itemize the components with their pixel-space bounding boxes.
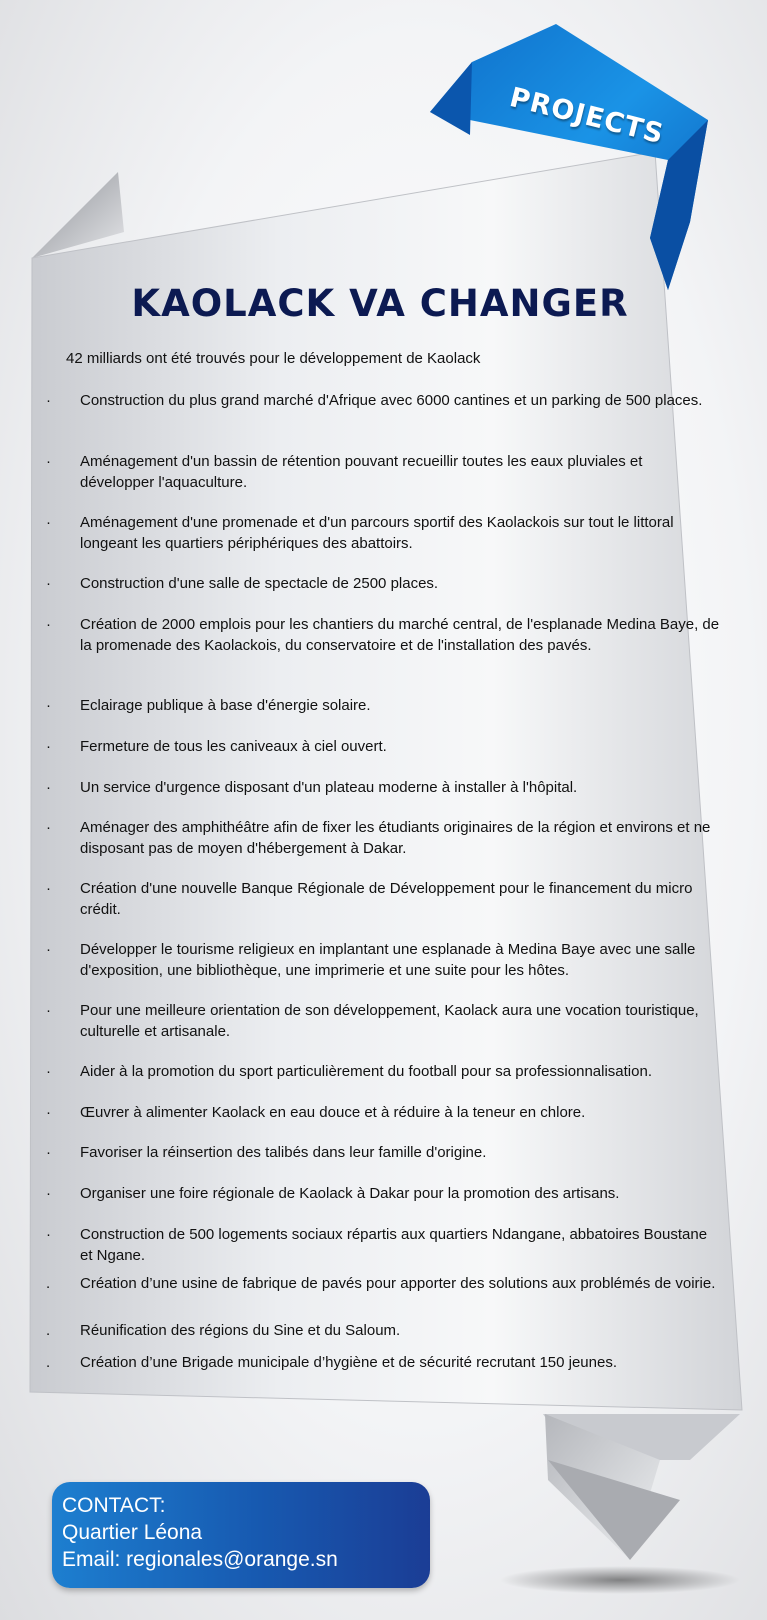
list-item-text: Création d’une usine de fabrique de pavés pour apporter des solutions aux problémés de voirie. (80, 1275, 716, 1292)
bullet: · (46, 453, 51, 470)
list-item-text: Un service d'urgence disposant d'un plateau moderne à installer à l'hôpital. (80, 779, 578, 796)
contact-box (52, 1482, 430, 1588)
contact-email[interactable]: Email: regionales@orange.sn (62, 1548, 338, 1571)
list-item-text: Aider à la promotion du sport particulièrement du football pour sa professionnalisation. (80, 1063, 652, 1080)
list-item-text: Construction de 500 logements sociaux répartis aux quartiers Ndangane, abbatoires Boustane et Ngane. (80, 1226, 708, 1264)
list-item-text: Aménagement d'un bassin de rétention pouvant recueillir toutes les eaux pluviales et développer l'aquaculture. (80, 453, 643, 491)
list-item-text: Aménagement d'une promenade et d'un parcours sportif des Kaolackois sur tout le littoral longeant les quartiers périphériques des abattoirs. (80, 514, 674, 552)
list-item-text: Œuvrer à alimenter Kaolack en eau douce et à réduire à la teneur en chlore. (80, 1104, 586, 1121)
list-item-text: Création d’une Brigade municipale d’hygiène et de sécurité recrutant 150 jeunes. (80, 1354, 618, 1371)
ribbon-label: PROJECTS (506, 82, 668, 151)
list-item-text: Réunification des régions du Sine et du Saloum. (80, 1322, 401, 1339)
bullet: . (46, 1275, 51, 1292)
intro-text: 42 milliards ont été trouvés pour le développement de Kaolack (66, 350, 481, 367)
list-item-text: Construction d'une salle de spectacle de 2500 places. (80, 575, 439, 592)
page-title: KAOLACK VA CHANGER (131, 282, 629, 325)
contact-heading: CONTACT: (62, 1494, 166, 1517)
list-item-text: Favoriser la réinsertion des talibés dans leur famille d'origine. (80, 1144, 487, 1161)
list-item-text: Aménager des amphithéâtre afin de fixer les étudiants originaires de la région et environs et ne disposant pas de moyen d'hébergement à Dakar. (80, 819, 711, 857)
bullet: · (46, 514, 51, 531)
list-item-text: Développer le tourisme religieux en implantant une esplanade à Medina Baye avec une salle d'exposition, une bibliothèque, une imprimerie et une suite pour les hôtes. (80, 941, 696, 979)
bullet: · (46, 738, 51, 755)
bullet: · (46, 1002, 51, 1019)
bullet: · (46, 941, 51, 958)
bullet: · (46, 392, 51, 409)
bullet: · (46, 819, 51, 836)
list-item-text: Eclairage publique à base d'énergie solaire. (80, 697, 371, 714)
bullet: · (46, 1104, 51, 1121)
bullet: · (46, 1144, 51, 1161)
bullet: · (46, 575, 51, 592)
list-item-text: Création de 2000 emplois pour les chantiers du marché central, de l'esplanade Medina Baye, de la promenade des Kaolackois, du conservatoire et de l'installation des pavés. (80, 616, 720, 654)
bullet: · (46, 697, 51, 714)
list-item-text: Construction du plus grand marché d'Afrique avec 6000 cantines et un parking de 500 places. (80, 392, 703, 409)
list-item-text: Pour une meilleure orientation de son développement, Kaolack aura une vocation touristique, culturelle et artisanale. (80, 1002, 699, 1040)
list-item-text: Organiser une foire régionale de Kaolack à Dakar pour la promotion des artisans. (80, 1185, 620, 1202)
bullet: · (46, 1185, 51, 1202)
bullet: . (46, 1322, 51, 1339)
bullet: · (46, 880, 51, 897)
list-item-text: Fermeture de tous les caniveaux à ciel ouvert. (80, 738, 387, 755)
bullet: · (46, 779, 51, 796)
bullet: · (46, 616, 51, 633)
bullet: . (46, 1354, 51, 1371)
list-item-text: Création d'une nouvelle Banque Régionale de Développement pour le financement du micro crédit. (80, 880, 693, 918)
bullet: · (46, 1063, 51, 1080)
bullet: · (46, 1226, 51, 1243)
contact-address: Quartier Léona (62, 1521, 203, 1544)
